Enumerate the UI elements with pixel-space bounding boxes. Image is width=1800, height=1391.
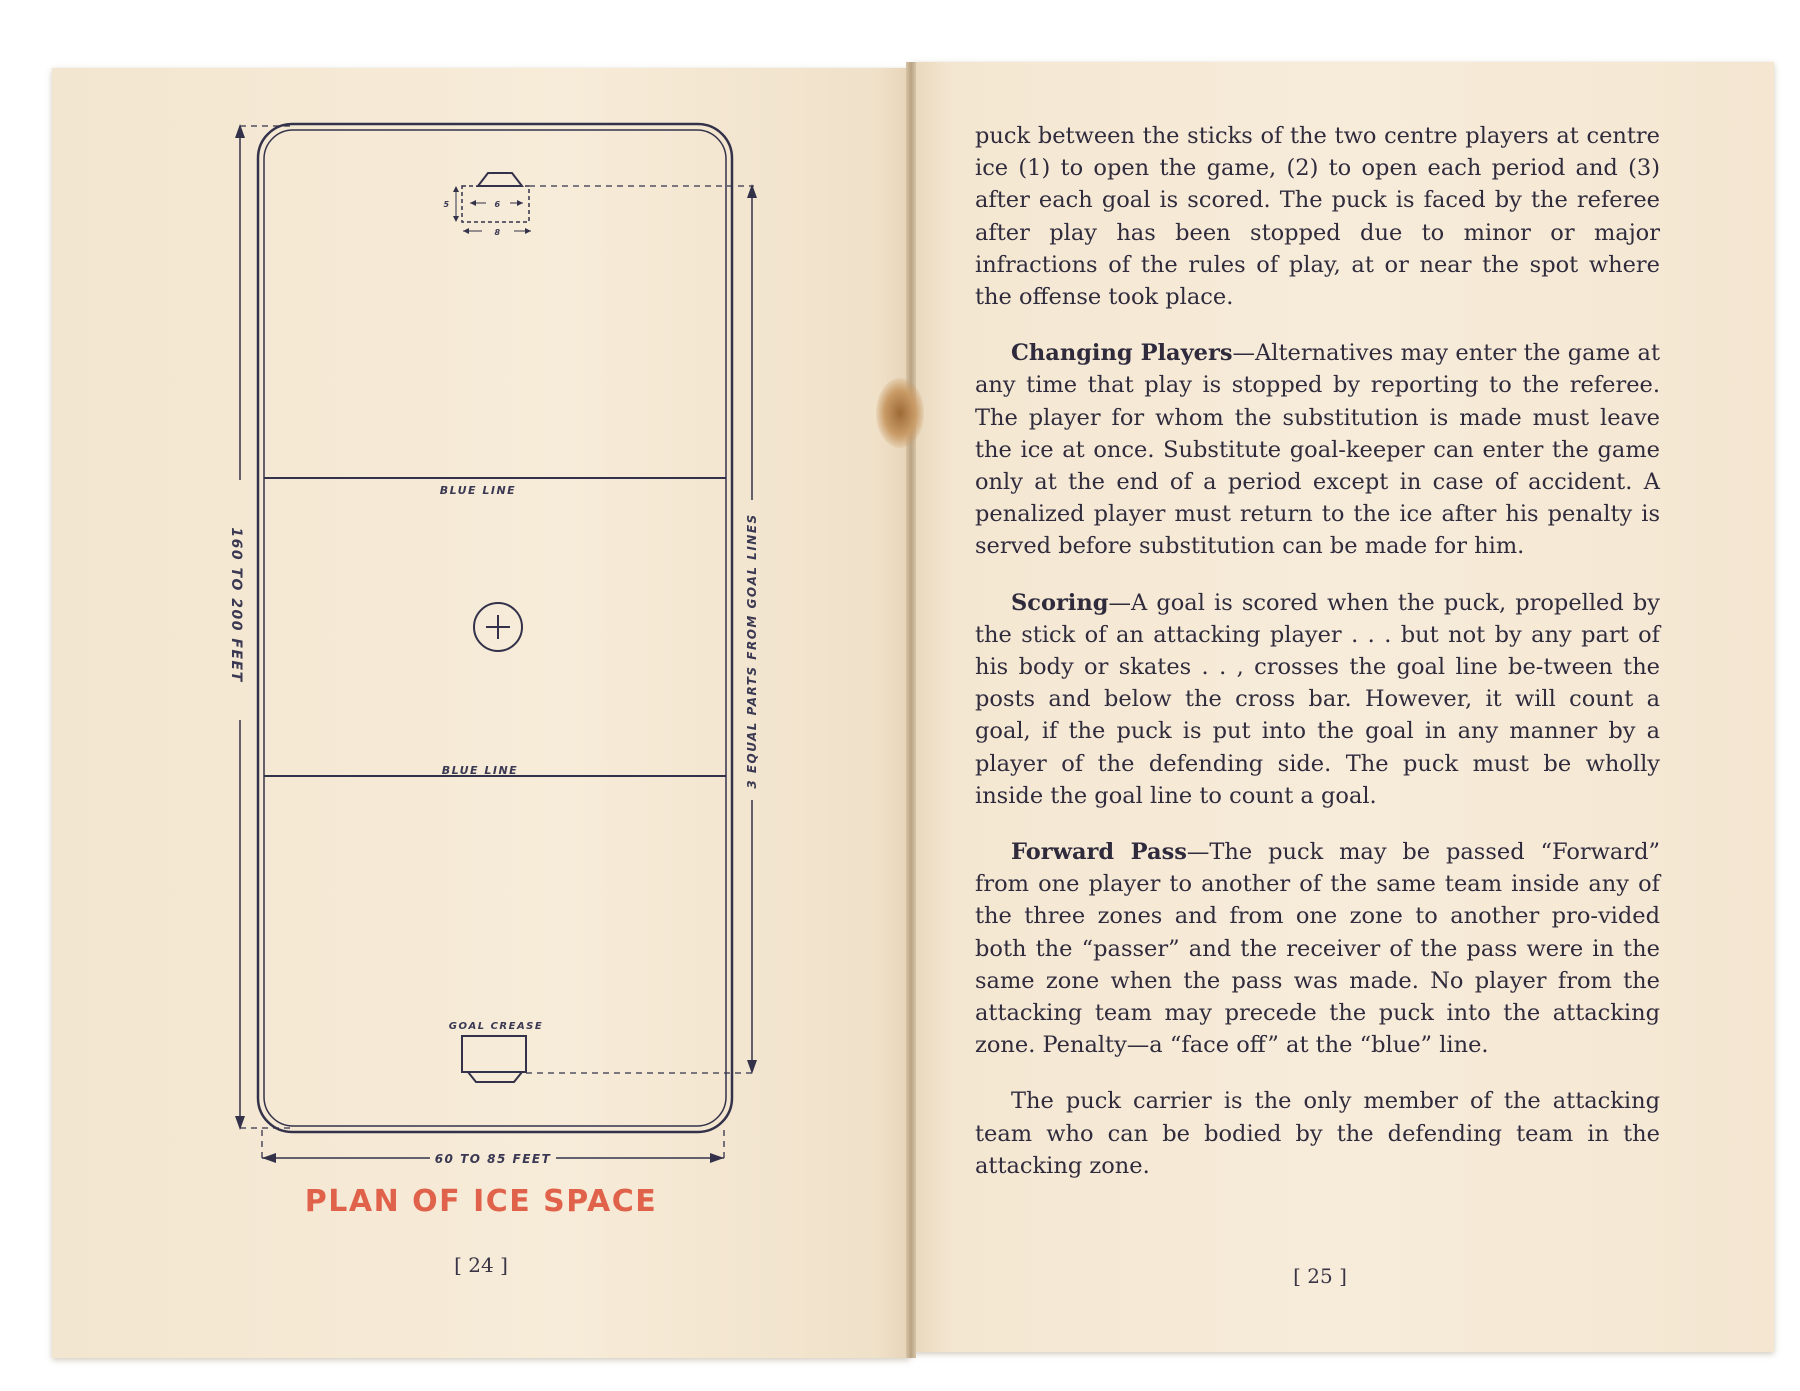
paragraph-text: puck between the sticks of the two centre players at centre ice (1) to open the game, (2) to open each period and (3) after each goal is scored. The puck is faced by the referee after play has been stopped due to minor or major infractions of the rules of play, at or near the spot where the offense took place. (975, 123, 1660, 311)
page-number-right: [ 25 ] (1293, 1264, 1347, 1288)
paragraph-text: —A goal is scored when the puck, propelled by the stick of an attacking player . . . but not by any part of his body or skates . . , crosses the goal line be-tween the posts and below the cross bar. However, it will count a goal, if the puck is put into the goal in any manner by a player of the defending side. The puck must be wholly inside the goal line to count a goal. (975, 589, 1660, 809)
heading-forward-pass: Forward Pass (1011, 839, 1187, 866)
paragraph-changing-players (975, 337, 1660, 562)
paragraph-text: The puck carrier is the only member of the attacking team who can be bodied by the defending team in the attacking zone. (975, 1088, 1660, 1179)
paragraph-text: —Alternatives may enter the game at any time that play is stopped by reporting to the referee. The player for whom the substitution is made must leave the ice at once. Substitute goal-keeper can enter the game only at the end of a period except in case of accident. A penalized player must return to the ice after his penalty is served before substitution can be made for him. (975, 340, 1660, 560)
paragraph-forward-pass (975, 836, 1660, 1061)
heading-scoring: Scoring (1011, 589, 1109, 616)
paragraph-face-off (975, 120, 1660, 313)
blue-line-top-label: BLUE LINE (439, 484, 517, 497)
paragraph-puck-carrier (975, 1085, 1660, 1182)
plan-title: PLAN OF ICE SPACE (304, 1184, 658, 1219)
zones-dimension-label: 3 EQUAL PARTS FROM GOAL LINES (745, 513, 759, 789)
goal-width-inner-label: 6 (494, 200, 502, 209)
goal-crease-label: GOAL CREASE (448, 1021, 544, 1032)
bottom-goal (462, 1036, 526, 1082)
blue-line-bottom-label: BLUE LINE (441, 764, 519, 777)
heading-changing-players: Changing Players (1011, 340, 1233, 367)
paragraph-text: —The puck may be passed “Forward” from one player to another of the same team inside any of the three zones and from one zone to another pro-vided both the “passer” and the receiver of the pass were in the same zone when the pass was made. No player from the attacking team may precede the puck into the attacking zone. Penalty—a “face off” at the “blue” line. (975, 839, 1660, 1059)
goal-width-outer-label: 8 (494, 228, 502, 237)
page-number-left: [ 24 ] (454, 1253, 508, 1277)
length-dimension-label: 160 TO 200 FEET (228, 527, 244, 683)
rules-text-column (975, 120, 1660, 1206)
paragraph-scoring (975, 587, 1660, 812)
goal-depth-label: 5 (443, 200, 451, 209)
width-dimension-label: 60 TO 85 FEET (434, 1152, 552, 1166)
